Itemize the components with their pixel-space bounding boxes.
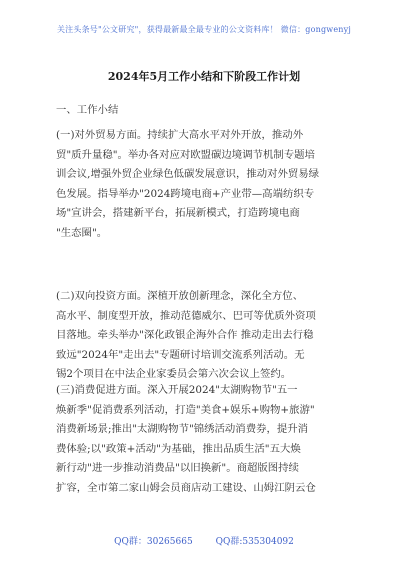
paragraph-line: (一)对外贸易方面。持续扩大高水平对外开放，推动外 <box>56 129 304 141</box>
paragraph-line: 费体验;以"政策+活动"为基础，推出品质生活"五大焕 <box>56 442 301 455</box>
paragraph-line: 新行动"进一步推动消费品"以旧换新"。商超版图持续 <box>56 462 299 475</box>
footer-qq-group-2: QQ群:535304092 <box>215 537 294 547</box>
paragraph-foreign-trade <box>56 126 354 244</box>
footer-qq-group-1: QQ群：30265665 <box>114 537 193 547</box>
paragraph-line: 焕新季"促消费系列活动，打造"美食+娱乐+购物+旅游" <box>56 403 315 416</box>
document-title: 2024年5月工作小结和下阶段工作计划 <box>107 70 301 83</box>
paragraph-line: 致远"2024年"走出去"专题研讨培训交流系列活动。无 <box>56 348 305 361</box>
paragraph-line: 贸"质升量稳"。举办各对应对欧盟碳边境调节机制专题培 <box>56 148 315 161</box>
paragraph-line: 色发展。指导举办"2024跨境电商+产业带—高端纺织专 <box>56 187 315 200</box>
paragraph-line: 场"宣讲会，搭建新平台，拓展新模式，打造跨境电商 <box>56 207 300 220</box>
paragraph-line: "生态圈"。 <box>56 226 108 239</box>
paragraph-line: 锡2个项目在中法企业家委员会第六次会议上签约。 <box>56 368 292 381</box>
paragraph-line: (二)双向投资方面。深植开放创新理念，深化全方位、 <box>56 290 304 302</box>
paragraph-line: 目落地。牵头举办"深化政银企海外合作 推动走出去行稳 <box>56 329 314 342</box>
paragraph-line: (三)消费促进方面。深入开展2024"太湖购物节"五一 <box>56 384 298 396</box>
paragraph-consumption <box>56 381 354 499</box>
paragraph-line: 消费新场景;推出"太湖购物节"锦绣活动消费券，提升消 <box>56 423 309 436</box>
section-heading: 一、工作小结 <box>56 104 119 116</box>
paragraph-line: 扩容，全市第二家山姆会员商店动工建设、山姆江阴云仓 <box>56 481 316 494</box>
paragraph-line: 训会议,增强外贸企业绿色低碳发展意识，推动对外贸易绿 <box>56 168 320 181</box>
paragraph-line: 高水平、制度型开放，推动范德威尔、巴可等优质外资项 <box>56 309 316 322</box>
header-banner: 关注头条号"公文研究"，获得最新最全最专业的公文资料库！ 微信：gongwenyj <box>56 25 352 34</box>
footer-contact <box>0 534 408 547</box>
paragraph-investment <box>56 287 354 385</box>
